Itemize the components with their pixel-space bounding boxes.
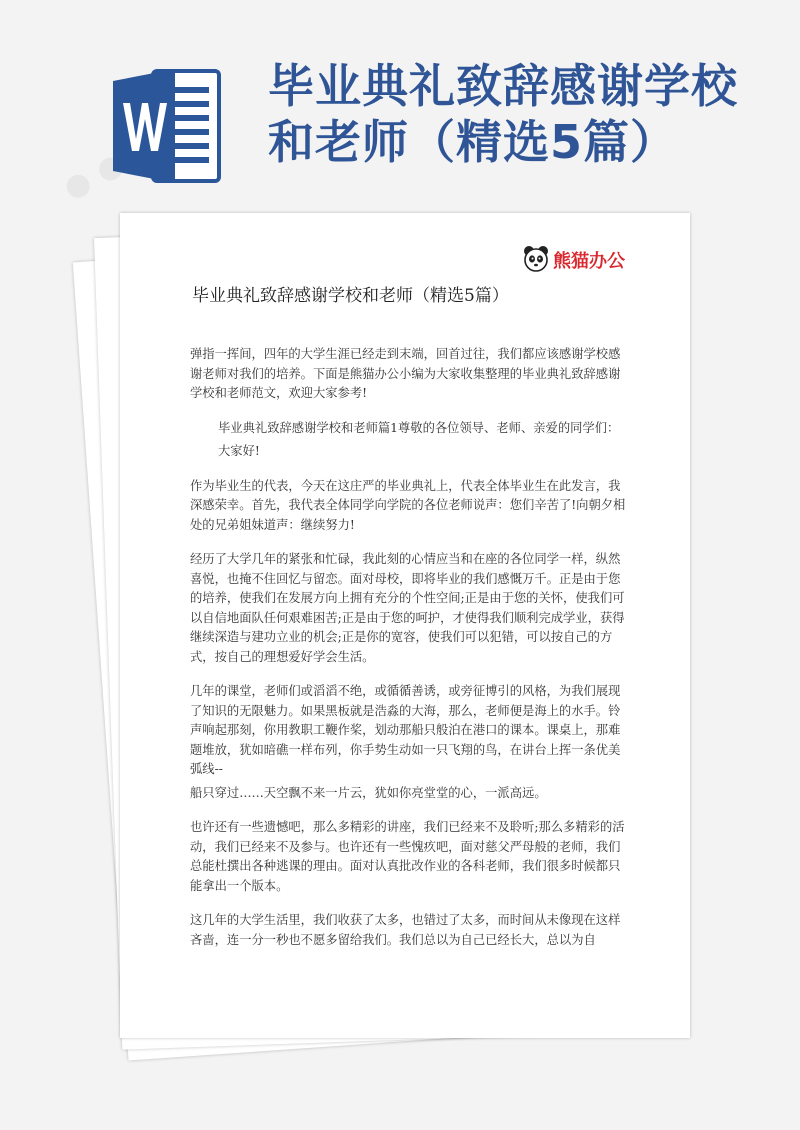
paragraph: 毕业典礼致辞感谢学校和老师篇1尊敬的各位领导、老师、亲爱的同学们： <box>218 420 620 435</box>
header-title-line2: 和老师（精选5篇） <box>268 115 678 169</box>
paragraph: 也许还有一些遗憾吧，那么多精彩的讲座，我们已经来不及聆听;那么多精彩的活动，我们已经来不及参与。也许还有一些愧疚吧，面对慈父严母般的老师，我们总能杜撰出各种逃课的理由。面对认真批改作业的各科老师，我们很多时候都只能拿出一个版本。 <box>190 820 625 893</box>
paragraph: 几年的课堂，老师们或滔滔不绝，或循循善诱，或旁征博引的风格，为我们展现了知识的无限魅力。如果黑板就是浩淼的大海，那么，老师便是海上的水手。铃声响起那刻，你用教职工鞭作桨，划动那船只般泊在港口的课本。课桌上，那难题堆放，犹如暗礁一样布列，你手势生动如一只飞翔的鸟，在讲台上挥一条优美弧线-- <box>190 684 621 776</box>
paragraph: 这几年的大学生活里，我们收获了太多，也错过了太多，而时间从未像现在这样吝啬，连一分一秒也不愿多留给我们。我们总以为自己已经长大，总以为自 <box>190 913 621 947</box>
document-page <box>120 213 690 1038</box>
header-title-line1: 毕业典礼致辞感谢学校 <box>268 59 738 113</box>
paragraph: 船只穿过……天空飘不来一片云，犹如你亮堂堂的心，一派高远。 <box>190 785 547 800</box>
brand-name: 熊猫办公 <box>553 251 625 272</box>
paragraph: 大家好! <box>218 444 260 458</box>
word-icon <box>111 67 223 185</box>
panda-icon <box>523 245 549 273</box>
paragraph: 经历了大学几年的紧张和忙碌，我此刻的心情应当和在座的各位同学一样，纵然喜悦，也掩不住回忆与留恋。面对母校，即将毕业的我们感慨万千。正是由于您的培养，使我们在发展方向上拥有充分的个性空间;正是由于您的关怀，使我们可以自信地面队任何艰难困苦;正是由于您的呵护，才使得我们顺利完成学业，获得继续深造与建功立业的机会;正是你的宽容，使我们可以犯错，可以按自己的方式，按自己的理想爱好学会生活。 <box>190 552 625 664</box>
document-body <box>190 345 630 950</box>
header-title <box>268 58 768 170</box>
document-title: 毕业典礼致辞感谢学校和老师（精选5篇） <box>192 286 509 306</box>
paragraph: 作为毕业生的代表，今天在这庄严的毕业典礼上，代表全体毕业生在此发言，我深感荣幸。首先，我代表全体同学向学院的各位老师说声：您们辛苦了!向朝夕相处的兄弟姐妹道声：继续努力! <box>190 478 626 532</box>
watermark: ● ● ● <box>57 128 162 207</box>
brand-logo <box>523 245 633 277</box>
paragraph: 弹指一挥间，四年的大学生涯已经走到末端，回首过往，我们都应该感谢学校感谢老师对我们的培养。下面是熊猫办公小编为大家收集整理的毕业典礼致辞感谢学校和老师范文，欢迎大家参考! <box>190 347 621 400</box>
